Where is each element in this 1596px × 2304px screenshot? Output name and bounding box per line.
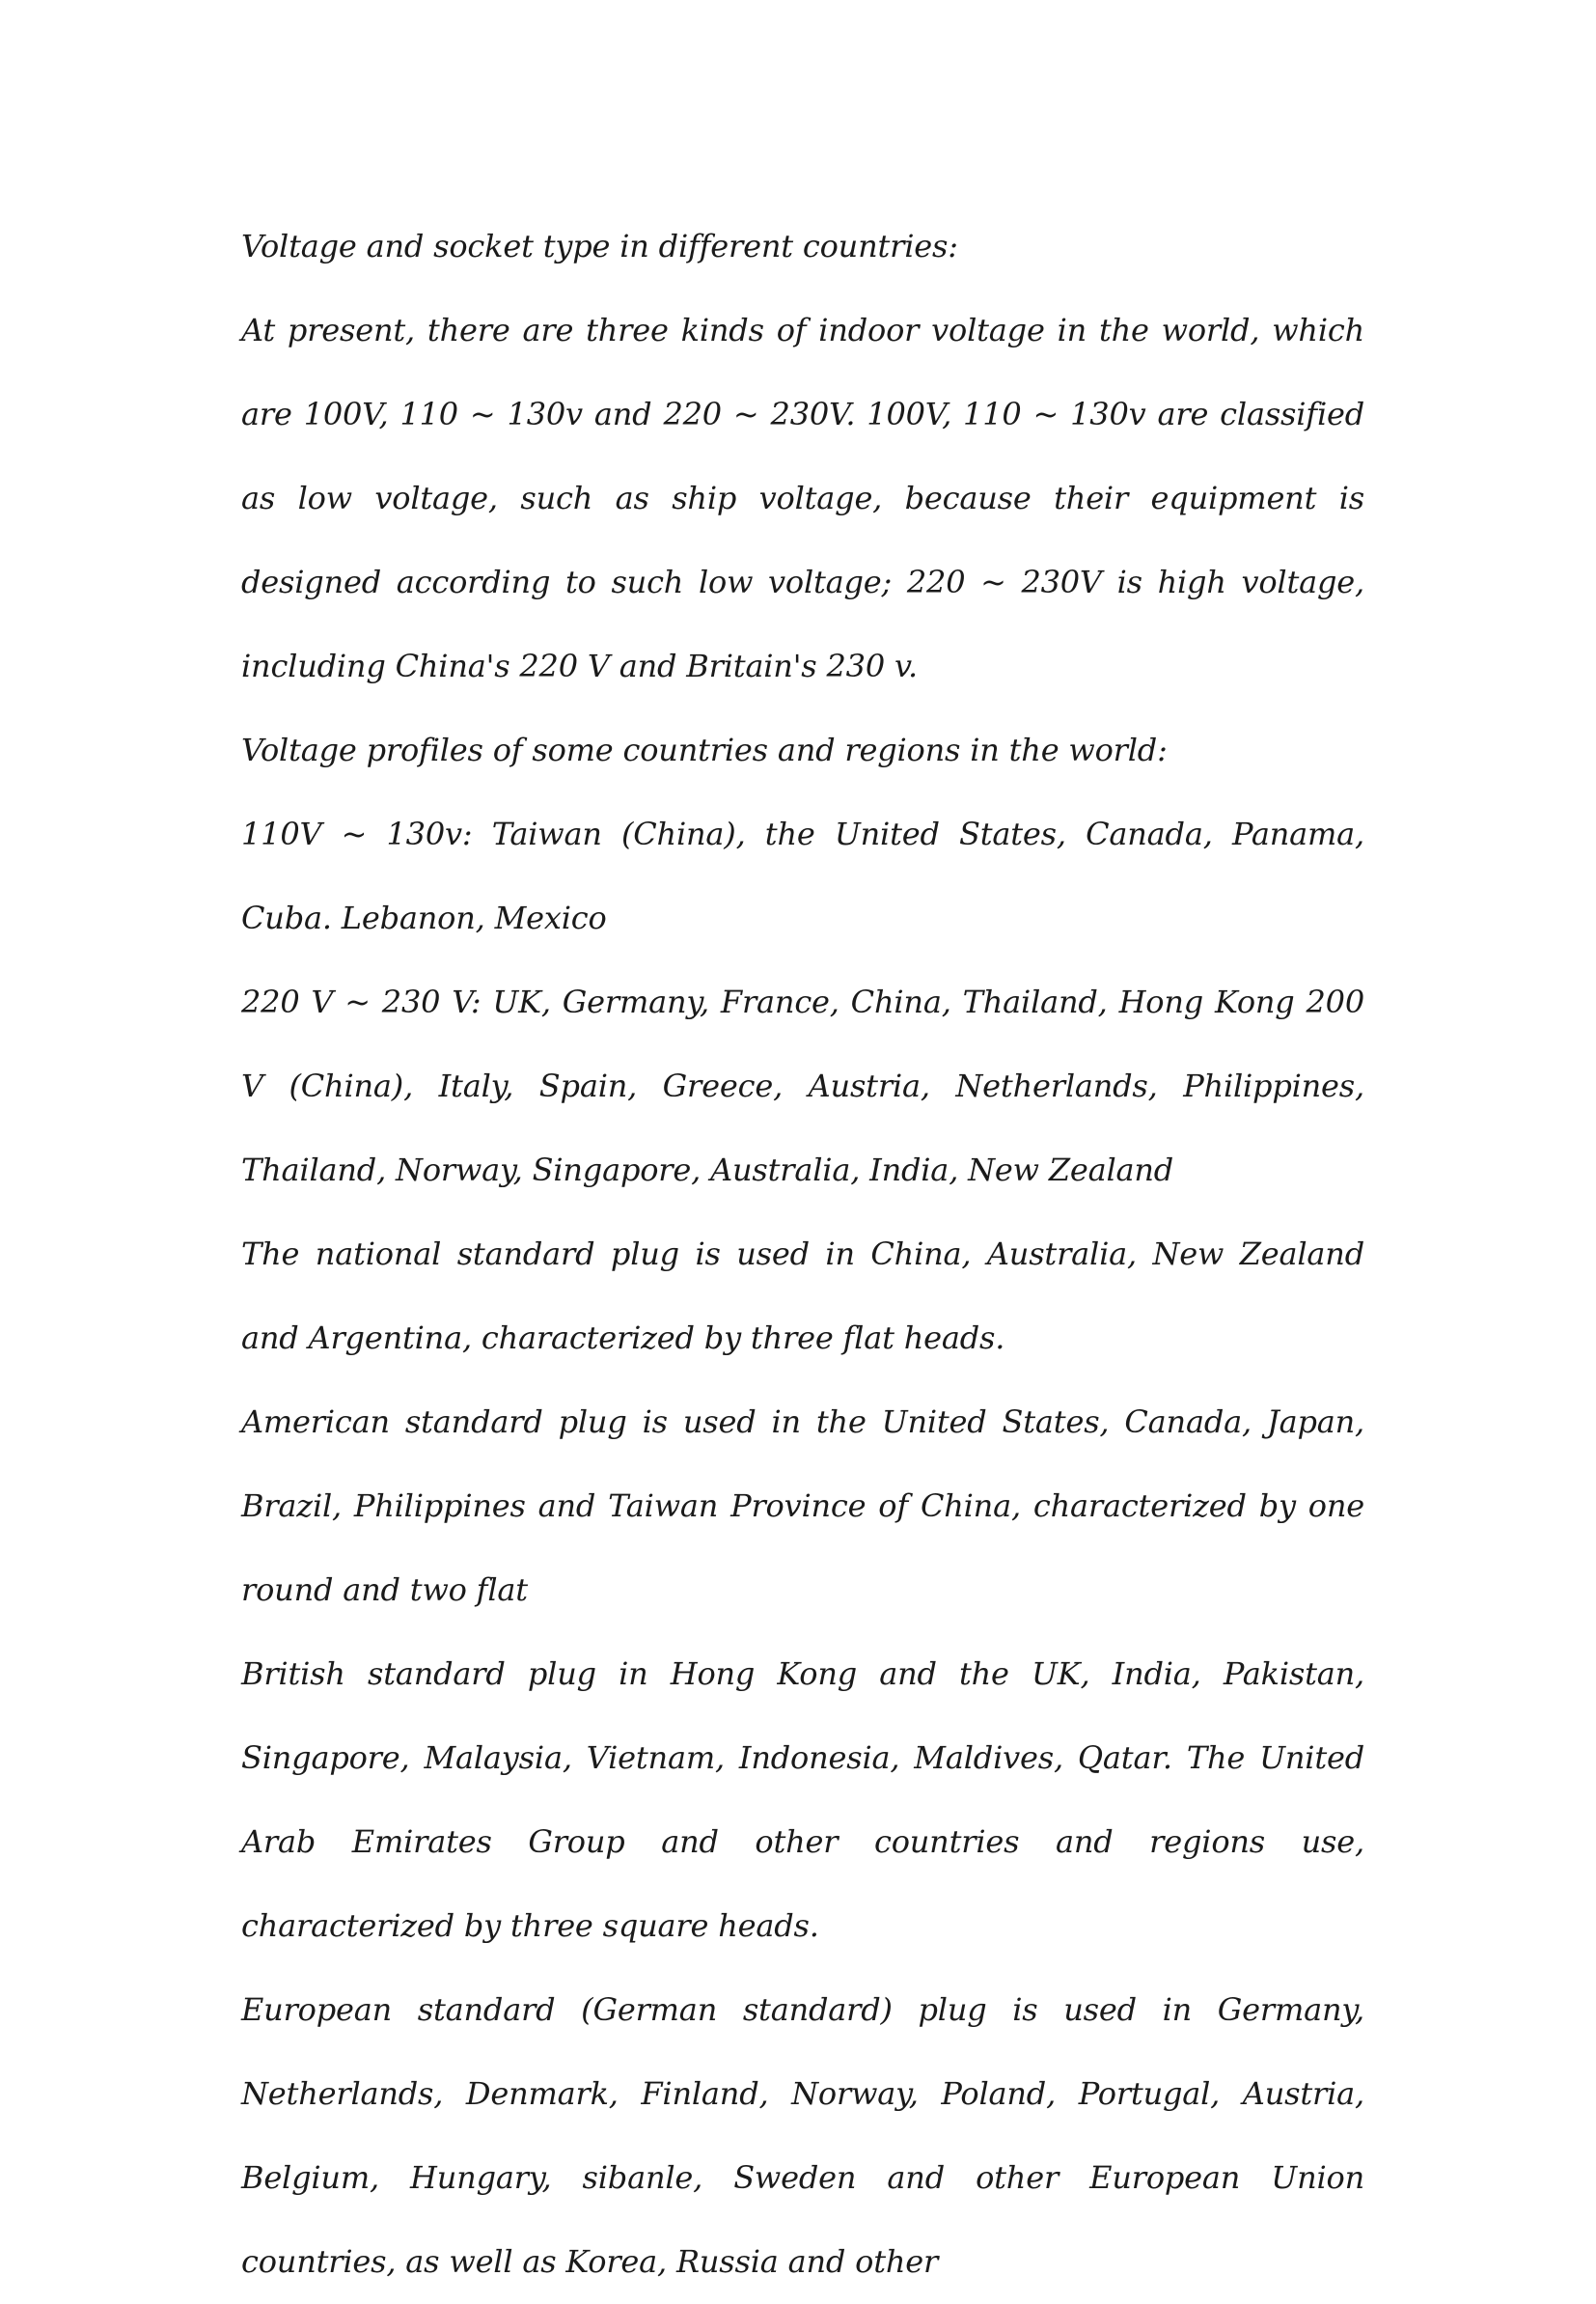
paragraph-indoor-voltage: At present, there are three kinds of indoor voltage in the world, which are 100V, 110 ~ 130v and 220 ~ 230V. 100V, 110 ~ 130v are classified as low voltage, such as ship voltage, because their equipment is designed according to such low voltage; 220 ~ 230V is high voltage, including China's 220 V and Britain's 230 v.: [241, 312, 1364, 684]
paragraph-220v-countries: 220 V ~ 230 V: UK, Germany, France, China, Thailand, Hong Kong 200 V (China), Italy, Spain, Greece, Austria, Netherlands, Philippines, Thailand, Norway, Singapore, Australia, India, New Zealand: [241, 984, 1364, 1188]
heading-voltage-profiles: Voltage profiles of some countries and regions in the world:: [241, 732, 1168, 768]
paragraph-national-standard-plug: The national standard plug is used in China, Australia, New Zealand and Argentina, characterized by three flat heads.: [241, 1235, 1364, 1356]
paragraph-british-standard-plug: British standard plug in Hong Kong and the UK, India, Pakistan, Singapore, Malaysia, Vietnam, Indonesia, Maldives, Qatar. The United Arab Emirates Group and other countries and regions use, characterized by three square heads.: [241, 1655, 1364, 1944]
paragraph-american-standard-plug: American standard plug is used in the United States, Canada, Japan, Brazil, Philippines and Taiwan Province of China, characterized by one round and two flat: [241, 1403, 1364, 1608]
paragraph-european-standard-plug: European standard (German standard) plug is used in Germany, Netherlands, Denmark, Finland, Norway, Poland, Portugal, Austria, Belgium, Hungary, sibanle, Sweden and other European Union countries, as well as Korea, Russia and other: [241, 1991, 1364, 2280]
heading-voltage-socket: Voltage and socket type in different countries:: [241, 228, 958, 264]
document-body: [241, 205, 1364, 2304]
paragraph-110v-countries: 110V ~ 130v: Taiwan (China), the United States, Canada, Panama, Cuba. Lebanon, Mexico: [241, 816, 1364, 936]
